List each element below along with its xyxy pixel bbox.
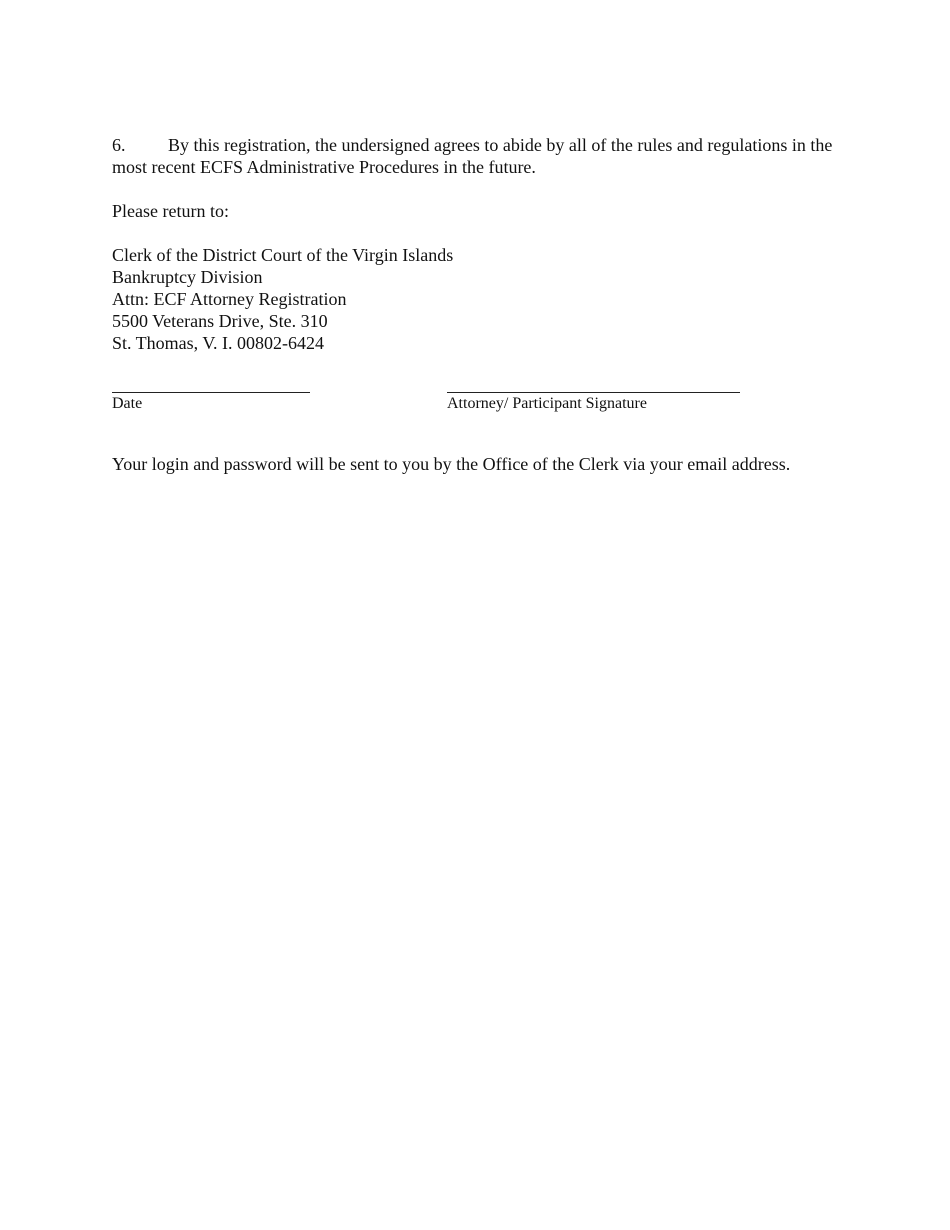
item-6-number: 6. — [112, 135, 126, 155]
date-label: Date — [112, 395, 143, 412]
item-6-paragraph — [112, 134, 847, 178]
return-to-label: Please return to: — [112, 201, 229, 221]
attorney-signature-label: Attorney/ Participant Signature — [447, 395, 647, 412]
clerk-address-block — [112, 244, 453, 354]
attorney-signature-line[interactable] — [447, 392, 740, 393]
login-notice: Your login and password will be sent to you by the Office of the Clerk via your email address. — [112, 454, 791, 474]
address-line: Clerk of the District Court of the Virgin Islands — [112, 245, 454, 265]
address-line: Attn: ECF Attorney Registration — [112, 289, 347, 309]
address-line: Bankruptcy Division — [112, 267, 263, 287]
date-signature-line[interactable] — [112, 392, 310, 393]
address-line: St. Thomas, V. I. 00802-6424 — [112, 333, 325, 353]
address-line: 5500 Veterans Drive, Ste. 310 — [112, 311, 328, 331]
item-6-text: By this registration, the undersigned agrees to abide by all of the rules and regulations in the most recent ECFS Administrative Procedures in the future. — [112, 135, 833, 177]
